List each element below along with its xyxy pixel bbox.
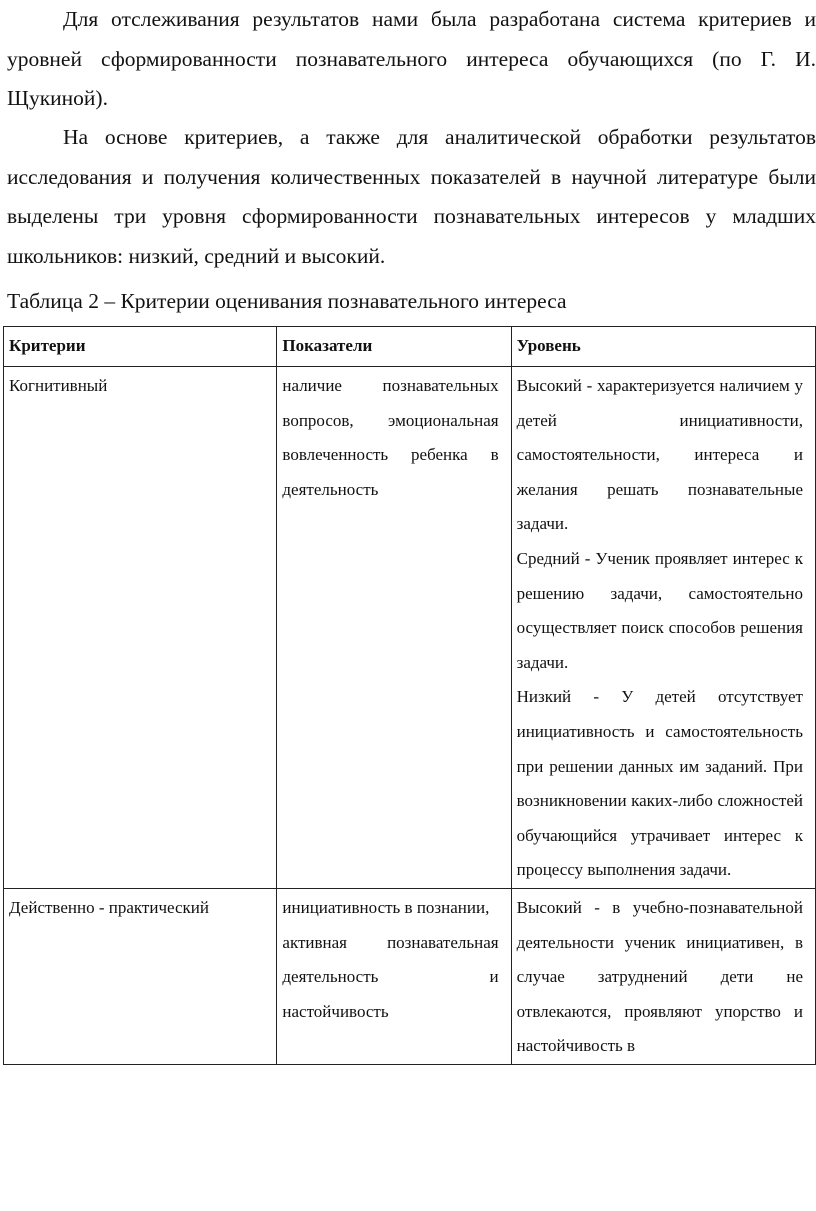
indicators-cell [277, 888, 511, 1064]
level-medium: Средний - Ученик проявляет интерес к решению задачи, самостоятельно осуществляет поиск способов решения задачи. [516, 548, 803, 672]
paragraph-intro: Для отслеживания результатов нами была разработана система критериев и уровней сформированности познавательного интереса обучающихся (по Г. И. Щукиной). [7, 7, 816, 110]
header-indicators: Показатели [277, 327, 511, 367]
level-cell [511, 367, 815, 889]
level-high: Высокий - характеризуется наличием у детей инициативности, самостоятельности, интереса и желания решать познавательные задачи. [516, 376, 803, 534]
indicator-text: инициативность в познании, [282, 897, 490, 917]
criterion-cell: Действенно - практический [4, 888, 277, 1064]
criterion-cell: Когнитивный [4, 367, 277, 889]
indicators-cell [277, 367, 511, 889]
level-cell [511, 888, 815, 1064]
table-header-row [4, 327, 816, 367]
level-high: Высокий - в учебно-познавательной деятельности ученик инициативен, в случае затруднений дети не отвлекаются, проявляют упорство и настойчивость в [516, 897, 803, 1056]
indicator-text: активная познавательная деятельность и настойчивость [282, 932, 499, 1021]
table-row [4, 888, 816, 1064]
table-row [4, 367, 816, 889]
level-low: Низкий - У детей отсутствует инициативность и самостоятельность при решении данных им заданий. При возникновении каких-либо сложностей обучающийся утрачивает интерес к процессу выполнения задачи. [516, 687, 803, 880]
paragraph-levels: На основе критериев, а также для аналитической обработки результатов исследования и получения количественных показателей в научной литературе были выделены три уровня сформированности познавательных интересов у младших школьников: низкий, средний и высокий. [7, 125, 816, 268]
table-caption: Таблица 2 – Критерии оценивания познавательного интереса [7, 289, 567, 313]
header-level: Уровень [511, 327, 815, 367]
header-criteria: Критерии [4, 327, 277, 367]
indicator-text: наличие познавательных вопросов, эмоциональная вовлеченность ребенка в деятельность [282, 376, 499, 499]
criteria-table [3, 326, 816, 1065]
